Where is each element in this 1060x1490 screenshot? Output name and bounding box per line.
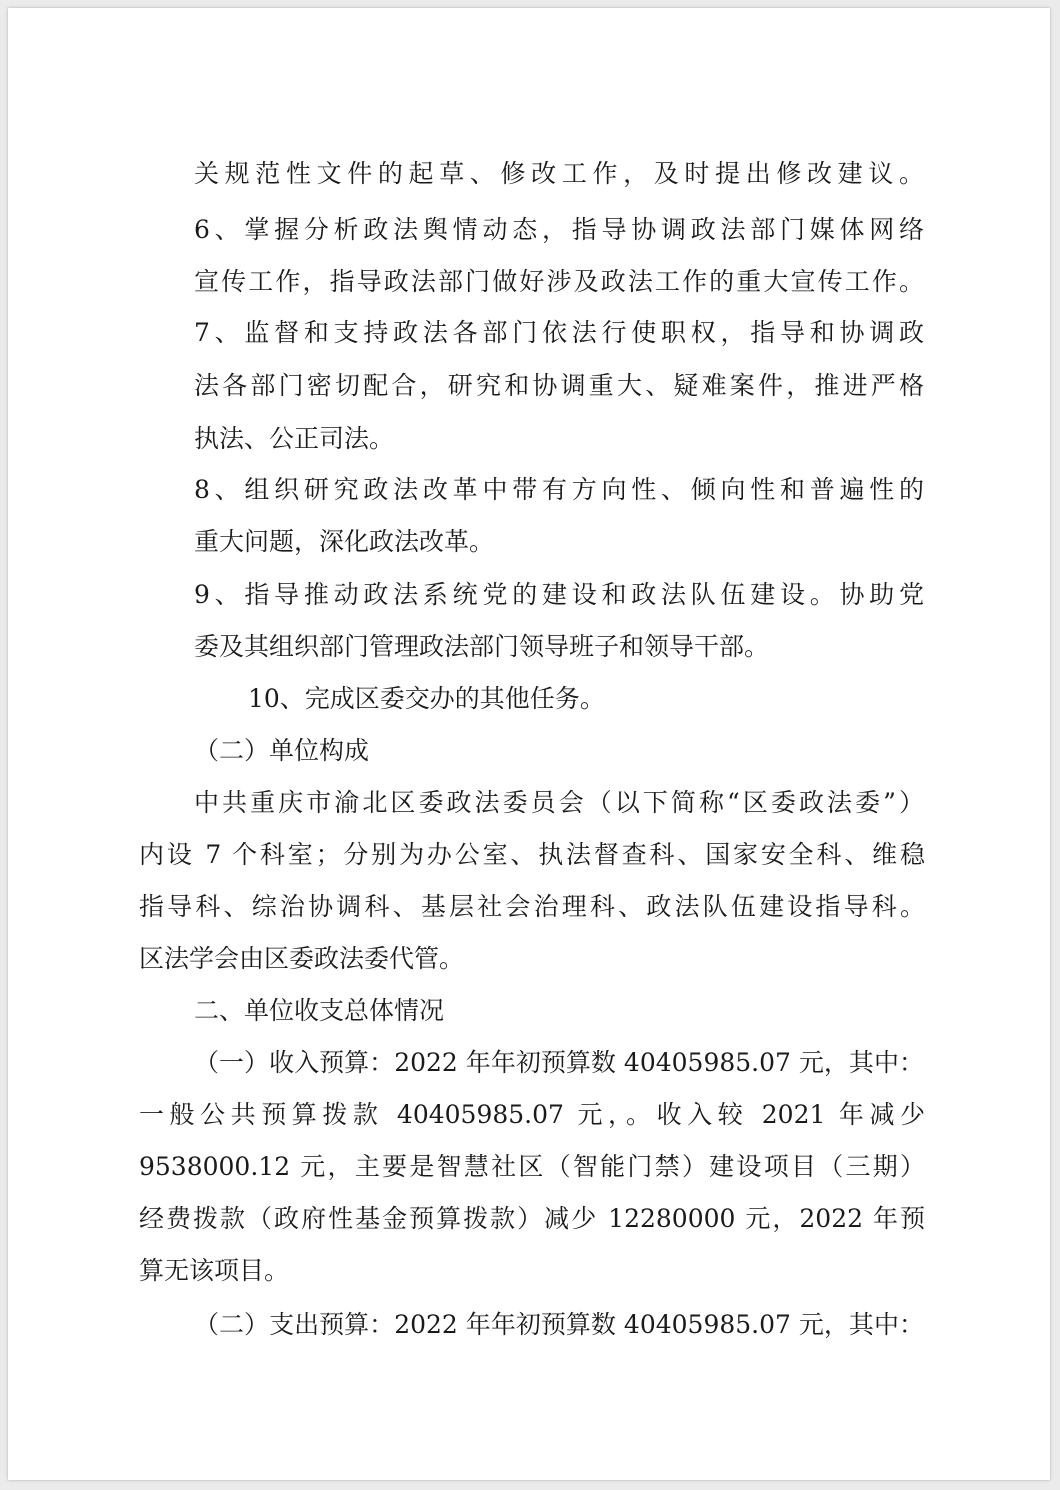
text-line: 指导科、综治协调科、基层社会治理科、政法队伍建设指导科。 [139, 892, 925, 921]
document-page [8, 8, 1050, 1480]
text-line: 一般公共预算拨款 40405985.07 元，。收入较 2021 年减少 [139, 1100, 925, 1129]
section-heading: 二、单位收支总体情况 [194, 996, 445, 1025]
text-line: 经费拨款（政府性基金预算拨款）减少 12280000 元，2022 年预 [139, 1204, 925, 1233]
text-line: 10、完成区委交办的其他任务。 [248, 684, 605, 713]
text-line: 执法、公正司法。 [194, 424, 395, 453]
text-line: （二）支出预算：2022 年年初预算数 40405985.07 元，其中： [194, 1310, 924, 1339]
text-line: 关规范性文件的起草、修改工作，及时提出修改建议。 [194, 159, 924, 188]
section-heading: （二）单位构成 [194, 736, 370, 765]
text-line: 中共重庆市渝北区委政法委员会（以下简称“区委政法委”） [194, 788, 924, 817]
text-line: 宣传工作，指导政法部门做好涉及政法工作的重大宣传工作。 [194, 267, 924, 296]
text-line: 8、组织研究政法改革中带有方向性、倾向性和普遍性的 [194, 475, 924, 504]
text-line: （一）收入预算：2022 年年初预算数 40405985.07 元，其中： [194, 1048, 924, 1077]
text-line: 9、指导推动政法系统党的建设和政法队伍建设。协助党 [194, 580, 924, 609]
text-line: 9538000.12 元，主要是智慧社区（智能门禁）建设项目（三期） [139, 1152, 925, 1181]
text-line: 算无该项目。 [139, 1256, 290, 1285]
text-line: 6、掌握分析政法舆情动态，指导协调政法部门媒体网络 [194, 215, 924, 244]
text-line: 内设 7 个科室；分别为办公室、执法督查科、国家安全科、维稳 [139, 840, 925, 869]
text-line: 委及其组织部门管理政法部门领导班子和领导干部。 [194, 632, 770, 661]
text-line: 法各部门密切配合，研究和协调重大、疑难案件，推进严格 [194, 371, 924, 400]
text-line: 7、监督和支持政法各部门依法行使职权，指导和协调政 [194, 318, 924, 347]
text-line: 重大问题，深化政法改革。 [194, 527, 495, 556]
text-line: 区法学会由区委政法委代管。 [139, 944, 465, 973]
